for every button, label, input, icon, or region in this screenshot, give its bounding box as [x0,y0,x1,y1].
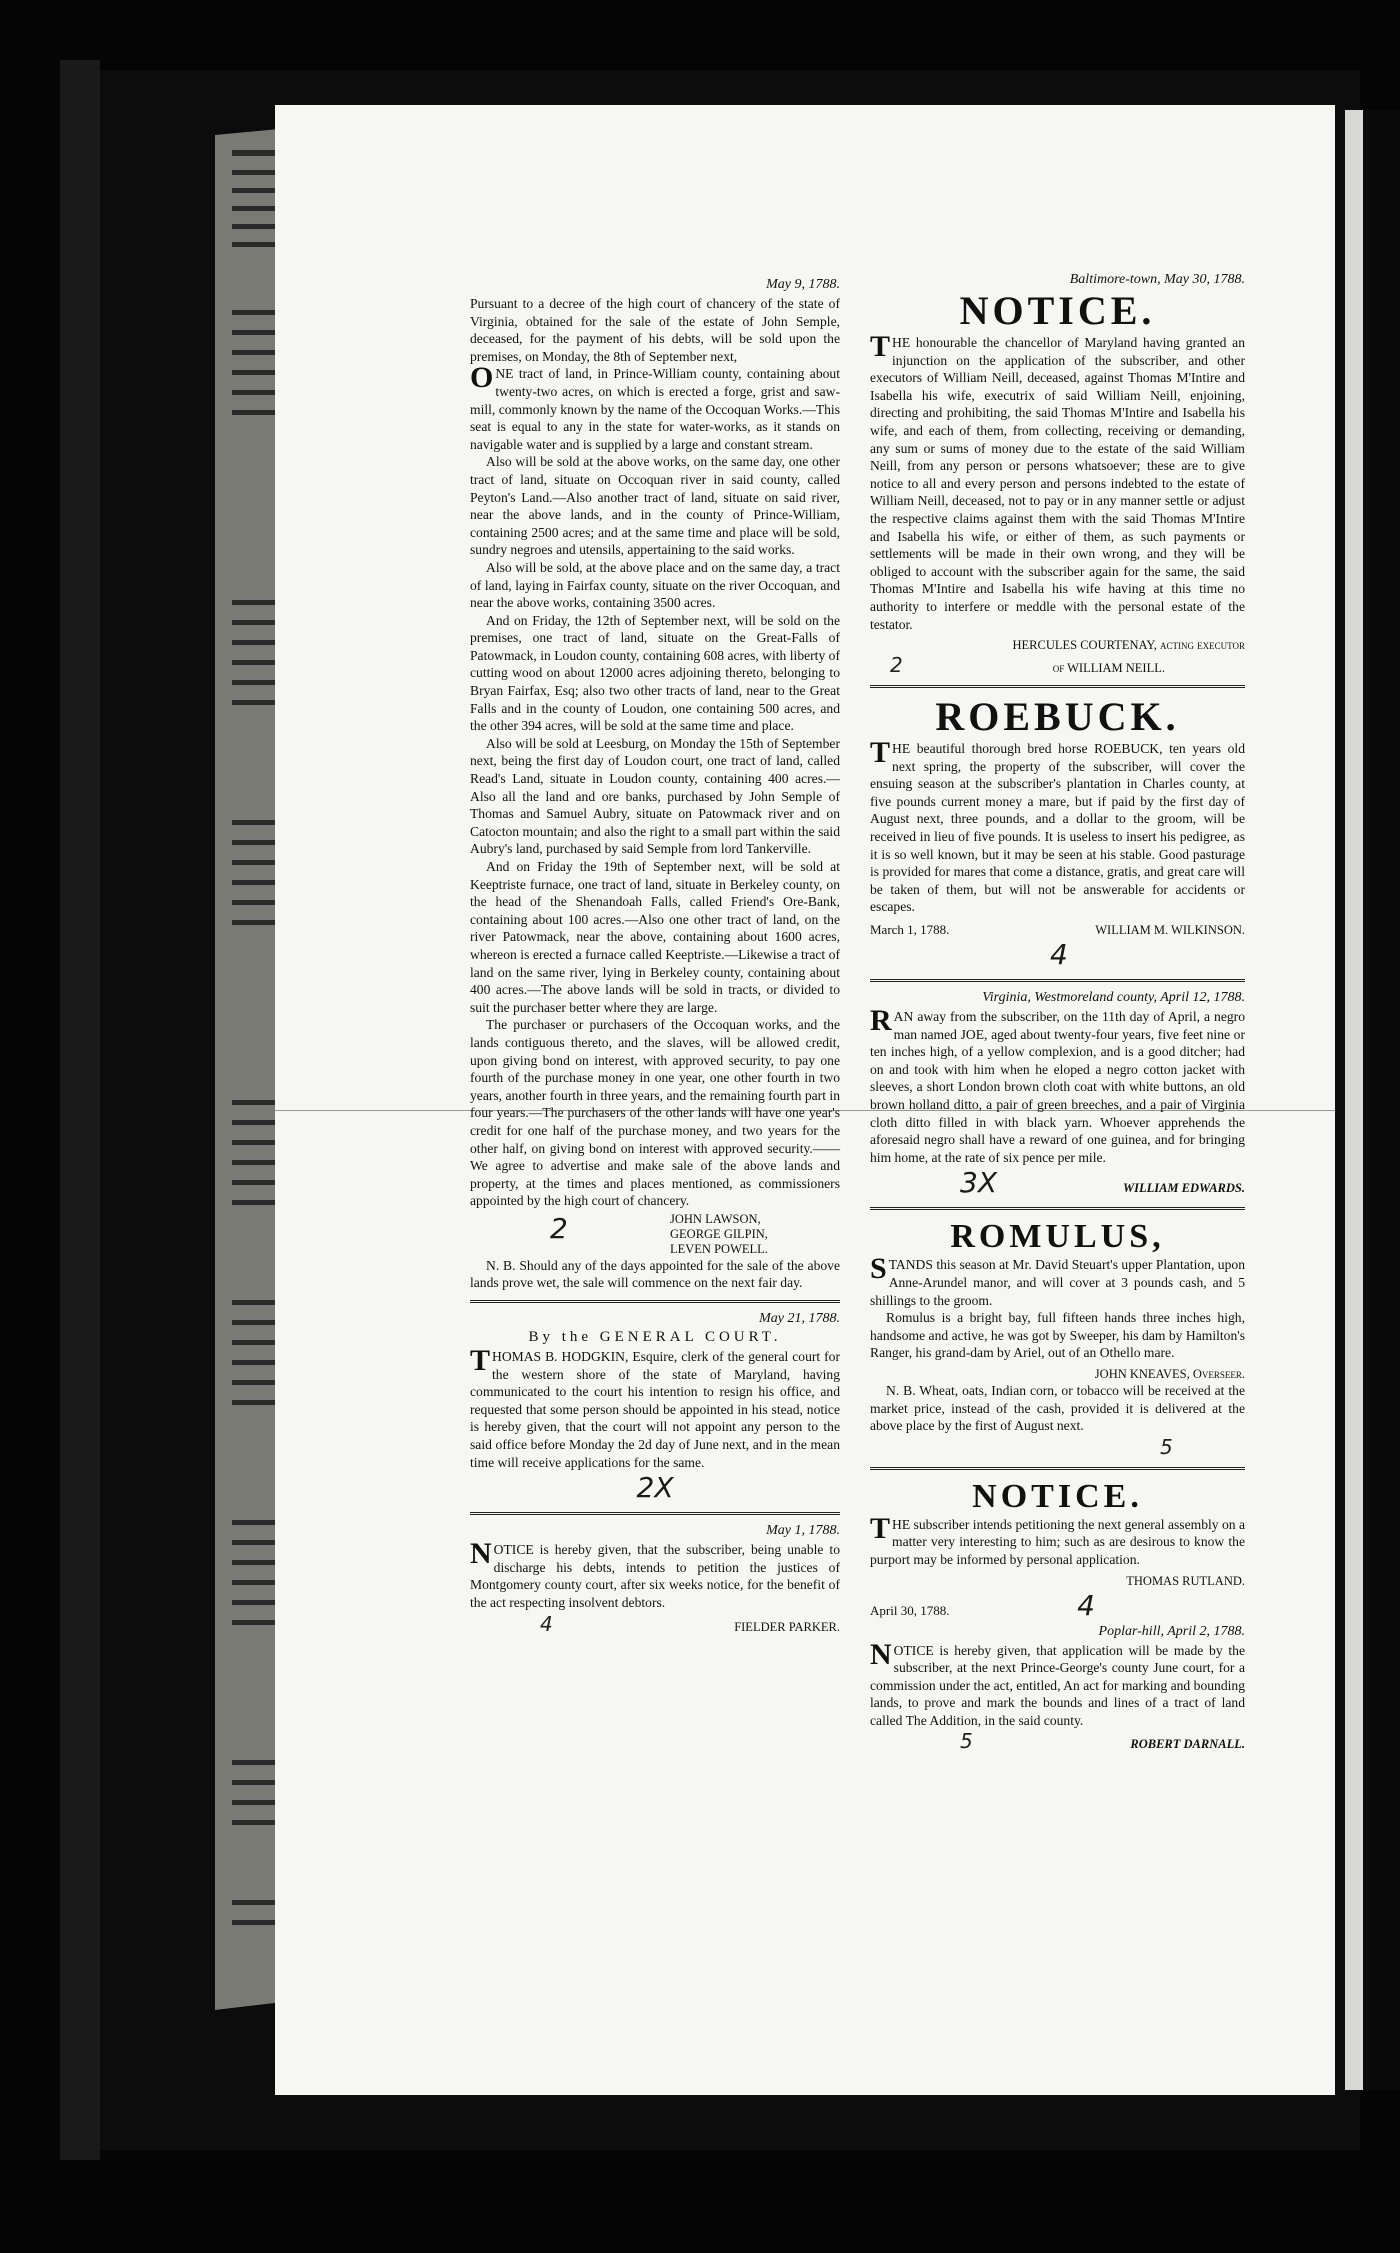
insolvent-debtor-notice [470,1523,840,1635]
ad-body: THOMAS B. HODGKIN, Esquire, clerk of the general court for the western shore of the state of Maryland, having communicated to the court his intention to resign his office, and requested that some person should be appointed in his stead, notice is hereby given, that the court will not appoint any person to the said office before Monday the 2d day of June next, and in the mean time will receive applications for the same. [470,1344,840,1470]
rutland-notice [870,1478,1245,1622]
right-column [870,270,1245,1753]
ad-body: THE honourable the chancellor of Maryland having granted an injunction on the application of the subscriber, and other executors of William Neill, deceased, against Thomas M'Intire and Isabella his wife, executrix of said William Neill, enjoining, directing and prohibiting, the said Thomas M'Intire and Isabella his wife, and each of them, from collecting, receiving or demanding, any sum or sums of money due to the estate of the said William Neill, from any person or persons whatsoever; these are to give notice to all and every person and persons indebted to the estate of William Neill, deceased, not to pay or in any manner settle or adjust the respective claims against them with the said Thomas M'Intire and Isabella his wife, or either of them, as such payments or settlements will be made in their own wrong, and they will be obliged to account with the subscriber again for the same, the said Thomas M'Intire and Isabella his wife having at this time no authority to interfere or meddle with the personal estate of the testator. [870,330,1245,632]
romulus-advertisement [870,1218,1245,1458]
signer-name: FIELDER PARKER. [734,1619,840,1634]
ad-paragraph: Also will be sold at the above works, on the same day, one other tract of land, situate on Occoquan river in said county, called Peyton's Land.—Also another tract of land, situate on said river, near the above lands, and in the county of Prince-William, containing 2500 acres; and at the same time and place will be sold, sundry negroes and utensils, appertaining to the said works. [470,454,840,558]
ad-date: March 1, 1788. [870,922,950,938]
ad-date: April 30, 1788. [870,1602,950,1618]
column-divider [870,685,1245,688]
signer-name: JOHN LAWSON, [670,1211,761,1226]
ad-paragraph: ONE tract of land, in Prince-William county, containing about twenty-two acres, on which is erected a forge, grist and saw-mill, commonly known by the name of the Occoquan Works.—This seat is equal to any in the state for water-works, as it stands on navigable water and is supplied by a large and constant stream. [470,361,840,452]
ad-date: May 1, 1788. [766,1523,840,1539]
ad-body: NOTICE is hereby given, that the subscriber, being unable to discharge his debts, intends to petition the justices of Montgomery county court, after six weeks notice, for the benefit of the act respecting insolvent debtors. [470,1537,840,1610]
column-divider [470,1300,840,1303]
signer-name: ROBERT DARNALL. [1130,1737,1245,1752]
ad-heading: By the GENERAL COURT. [528,1329,782,1346]
signer-name: THOMAS RUTLAND. [1126,1573,1245,1588]
ad-paragraph: Also will be sold, at the above place and on the same day, a tract of land, laying in Fairfax county, situate on the river Occoquan, and near the above works, containing 3500 acres. [470,559,840,611]
ad-body: THE subscriber intends petitioning the next general assembly on a matter very interesting to him; such as are desirous to know the purport may be informed by personal application. [870,1511,1245,1567]
runaway-advertisement [870,990,1245,1199]
ad-date: May 9, 1788. [766,277,840,292]
ad-body: RAN away from the subscriber, on the 11th day of April, a negro man named JOE, aged about twenty-four years, five feet nine or ten inches high, of a yellow complexion, and is a good ditcher; had on and took with him when he eloped a negro cotton jacket with sleeves, a short London brown cloth coat with white buttons, an old brown holland ditto, a pair of green breeches, and a pair of Virginia cloth ditto filled in with black yarn. Whoever apprehends the aforesaid negro shall have a reward of one guinea, and for bringing him home, at the rate of six pence per mile. [870,1004,1245,1165]
signer-name: JOHN KNEAVES, Overseer. [1094,1366,1245,1381]
chancery-sale-advertisement [470,277,840,1292]
column-divider [870,1467,1245,1470]
left-column [470,275,840,1636]
handwritten-mark: 2X [636,1471,674,1505]
ad-intro: Pursuant to a decree of the high court of chancery of the state of Virginia, obtained for the sale of the estate of John Semple, deceased, for the payment of his debts, will be sold upon the premises, on Monday, the 8th of September next, [470,296,840,364]
roebuck-advertisement [870,696,1245,971]
ad-dateline: Baltimore-town, May 30, 1788. [1069,272,1245,287]
handwritten-mark: 4 [1050,938,1068,972]
handwritten-mark: 3X [960,1166,997,1200]
handwritten-mark: 5 [1160,1434,1173,1459]
neill-estate-notice [870,272,1245,677]
column-divider [470,1512,840,1515]
ad-paragraph: The purchaser or purchasers of the Occoquan works, and the lands contiguous thereto, and the slaves, will be allowed credit, upon giving bond on interest, with approved security, to pay one fourth of the purchase money in one year, one other fourth in two years, another fourth in three years, and the remaining fourth part in four years.—The purchasers of the other lands will have one year's credit for one half of the purchase money, and two years for the other half, on giving bond on interest with approved security.——We agree to advertise and make sale of the above lands and property, at the times and places mentioned, as commissioners appointed by the high court of chancery. [470,1017,840,1209]
handwritten-mark: 2 [550,1211,568,1245]
signer-name: WILLIAM M. WILKINSON. [1095,923,1245,938]
ad-dateline: Virginia, Westmoreland county, April 12, 1788. [982,990,1245,1006]
darnall-notice [870,1624,1245,1754]
ad-note: N. B. Wheat, oats, Indian corn, or tobacco will be received at the market price, instead of the cash, provided it is delivered at the above place by the first of August next. [870,1382,1245,1434]
signer-name: WILLIAM EDWARDS. [1122,1181,1245,1196]
ad-heading: NOTICE. [959,288,1156,333]
handwritten-mark: 4 [1077,1588,1095,1622]
ad-body: THE beautiful thorough bred horse ROEBUCK, ten years old next spring, the property of the subscriber, will cover the ensuing season at the subscriber's plantation in Charles county, at five pounds current money a mare, but if paid by the first day of August next, three pounds, and a dollar to the groom, will be received in lieu of five pounds. It is useless to insert his pedigree, as it is so well known, but it may be seen at his stable. Good pasturage is provided for mares that come a distance, gratis, and great care will be taken of them, but will not be answerable for accidents or escapes. [870,736,1245,915]
ad-heading: ROMULUS, [950,1218,1165,1256]
handwritten-mark: 2 [890,653,903,678]
ad-paragraph: And on Friday, the 12th of September next, will be sold on the premises, one tract of land, situate on the Great-Falls of Patowmack, in Loudon county, containing 608 acres, with liberty of cutting wood on about 12000 acres adjoining thereto, belonging to Bryan Fairfax, Esq; also two other tracts of land, near to the Great Falls and in the county of Loudon, one containing 500 acres, and the other 394 acres, will be sold at the same time and place. [470,612,840,734]
ad-heading: ROEBUCK. [935,694,1180,740]
ad-paragraph: Also will be sold at Leesburg, on Monday the 15th of September next, being the first day of Loudon court, one tract of land, called Read's Land, situate in Loudon county, containing 400 acres.—Also all the land and ore banks, purchased by John Semple of Thomas and Samuel Aubry, situate on Patowmack river and on Catocton mountain; and also the right to a small part within the said Aubry's land, purchased by said Semple from lord Tankerville. [470,735,840,857]
signer-name: GEORGE GILPIN, [670,1226,768,1241]
handwritten-mark: 5 [960,1729,973,1754]
ad-heading: NOTICE. [972,1477,1143,1515]
general-court-notice [470,1311,840,1504]
signer-name: of WILLIAM NEILL. [1052,661,1165,676]
ad-date: May 21, 1788. [759,1311,840,1327]
ad-body: Romulus is a bright bay, full fifteen hands three inches high, handsome and active, he was got by Sweeper, his dam by Hamilton's Ranger, his grand-dam by Ariel, out of an Othello mare. [870,1310,1245,1361]
ad-note: N. B. Should any of the days appointed for the sale of the above lands prove wet, the sale will commence on the next fair day. [470,1257,840,1291]
signer-name: LEVEN POWELL. [670,1241,768,1256]
ad-dateline: Poplar-hill, April 2, 1788. [1098,1623,1245,1639]
signer-name: HERCULES COURTENAY, acting executor [1012,638,1245,653]
column-divider [870,979,1245,982]
column-divider [870,1207,1245,1210]
ad-body: STANDS this season at Mr. David Steuart's upper Plantation, upon Anne-Arundel manor, and will cover at 3 pounds cash, and 5 shillings to the groom. [870,1252,1245,1308]
handwritten-mark: 4 [540,1611,553,1636]
ad-body: NOTICE is hereby given, that application will be made by the subscriber, at the next Prince-George's county June court, for a commission under the act, entitled, An act for marking and bounding lands, to prove and mark the bounds and lines of a tract of land called The Addition, in the said county. [870,1637,1245,1728]
ad-paragraph: And on Friday the 19th of September next, will be sold at Keeptriste furnace, one tract of land, situate in Berkeley county, on the head of the Shenandoah Falls, called Friend's Ore-Bank, containing about 100 acres.—Also one other tract of land, on the river Patowmack, near the above, containing about 1600 acres, whereon is erected a furnace called Keeptriste.—Likewise a tract of land on the same river, lying in Berkeley county, containing about 400 acres.—The above lands will be sold in tracts, or divided to suit the purchaser better where they are large. [470,859,840,1015]
